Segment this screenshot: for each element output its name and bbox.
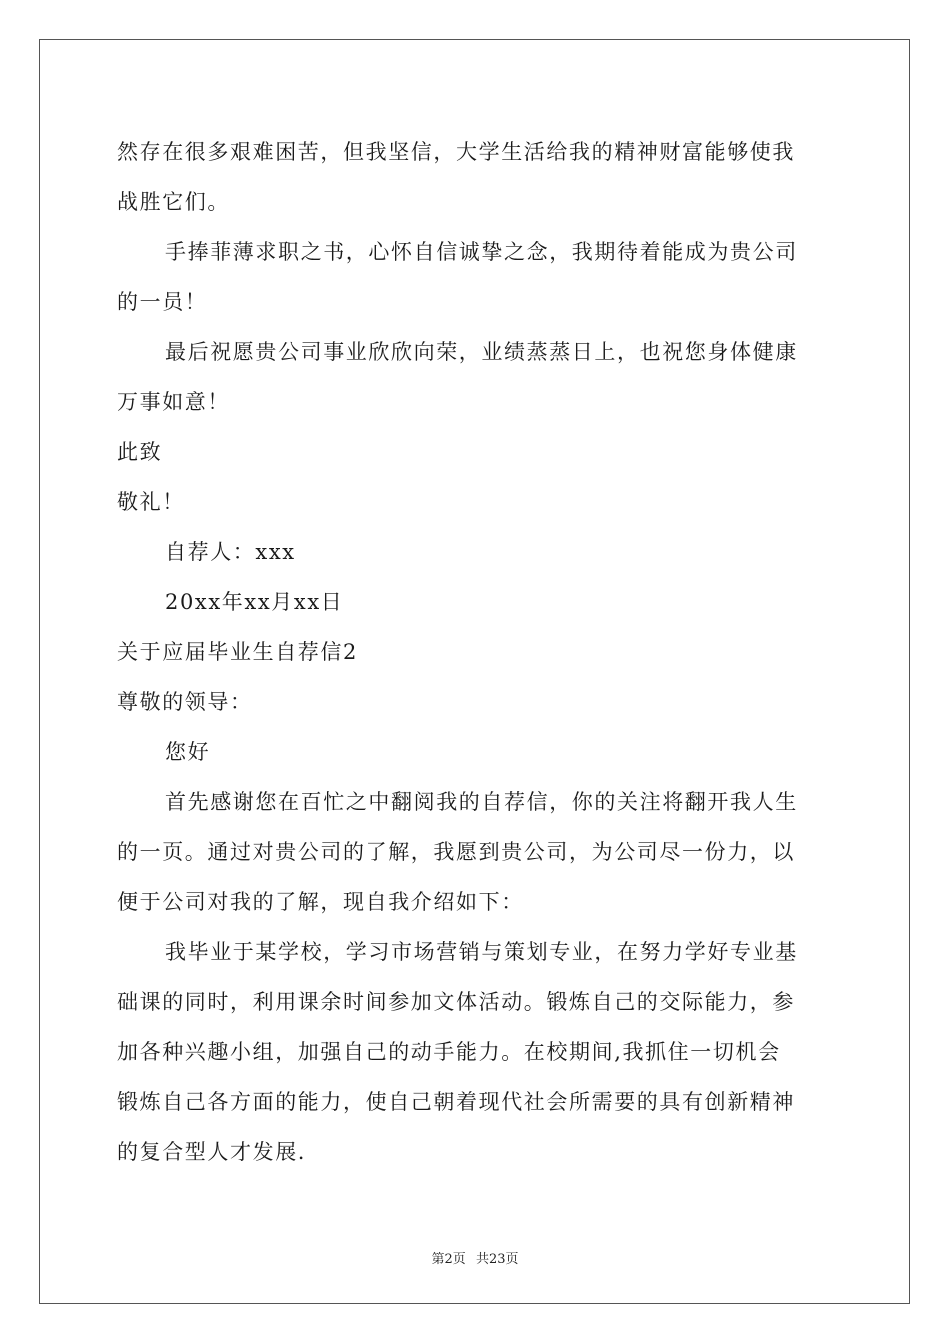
paragraph-line: 的复合型人才发展. [117, 1140, 307, 1164]
paragraph-line: 我毕业于某学校，学习市场营销与策划专业，在努力学好专业基 [165, 940, 798, 964]
paragraph-line: 最后祝愿贵公司事业欣欣向荣，业绩蒸蒸日上，也祝您身体健康 [165, 340, 798, 364]
greeting-hello: 您好 [165, 740, 211, 764]
closing-salutation: 此致 [117, 440, 163, 464]
paragraph-line: 锻炼自己各方面的能力，使自己朝着现代社会所需要的具有创新精神 [117, 1090, 795, 1114]
paragraph-line: 战胜它们。 [117, 190, 230, 214]
paragraph-line: 加各种兴趣小组，加强自己的动手能力。在校期间,我抓住一切机会 [117, 1040, 781, 1064]
greeting: 尊敬的领导： [117, 690, 253, 714]
signature-date: 20xx年xx月xx日 [165, 590, 344, 614]
signature-name: 自荐人：xxx [165, 540, 296, 564]
page-total: 共23页 [475, 1252, 519, 1267]
paragraph-line: 手捧菲薄求职之书，心怀自信诚挚之念，我期待着能成为贵公司 [165, 240, 798, 264]
paragraph-line: 础课的同时，利用课余时间参加文体活动。锻炼自己的交际能力，参 [117, 990, 795, 1014]
page-footer [0, 1248, 950, 1267]
paragraph-line: 的一页。通过对贵公司的了解，我愿到贵公司，为公司尽一份力，以 [117, 840, 795, 864]
paragraph-line: 便于公司对我的了解，现自我介绍如下： [117, 890, 524, 914]
page-number: 第2页 [431, 1252, 466, 1267]
document-body [117, 127, 837, 1177]
paragraph-line: 首先感谢您在百忙之中翻阅我的自荐信，你的关注将翻开我人生 [165, 790, 798, 814]
paragraph-line: 万事如意！ [117, 390, 230, 414]
paragraph-line: 然存在很多艰难困苦，但我坚信，大学生活给我的精神财富能够使我 [117, 140, 795, 164]
closing-regards: 敬礼！ [117, 490, 185, 514]
section-title: 关于应届毕业生自荐信2 [117, 640, 358, 664]
paragraph-line: 的一员！ [117, 290, 208, 314]
